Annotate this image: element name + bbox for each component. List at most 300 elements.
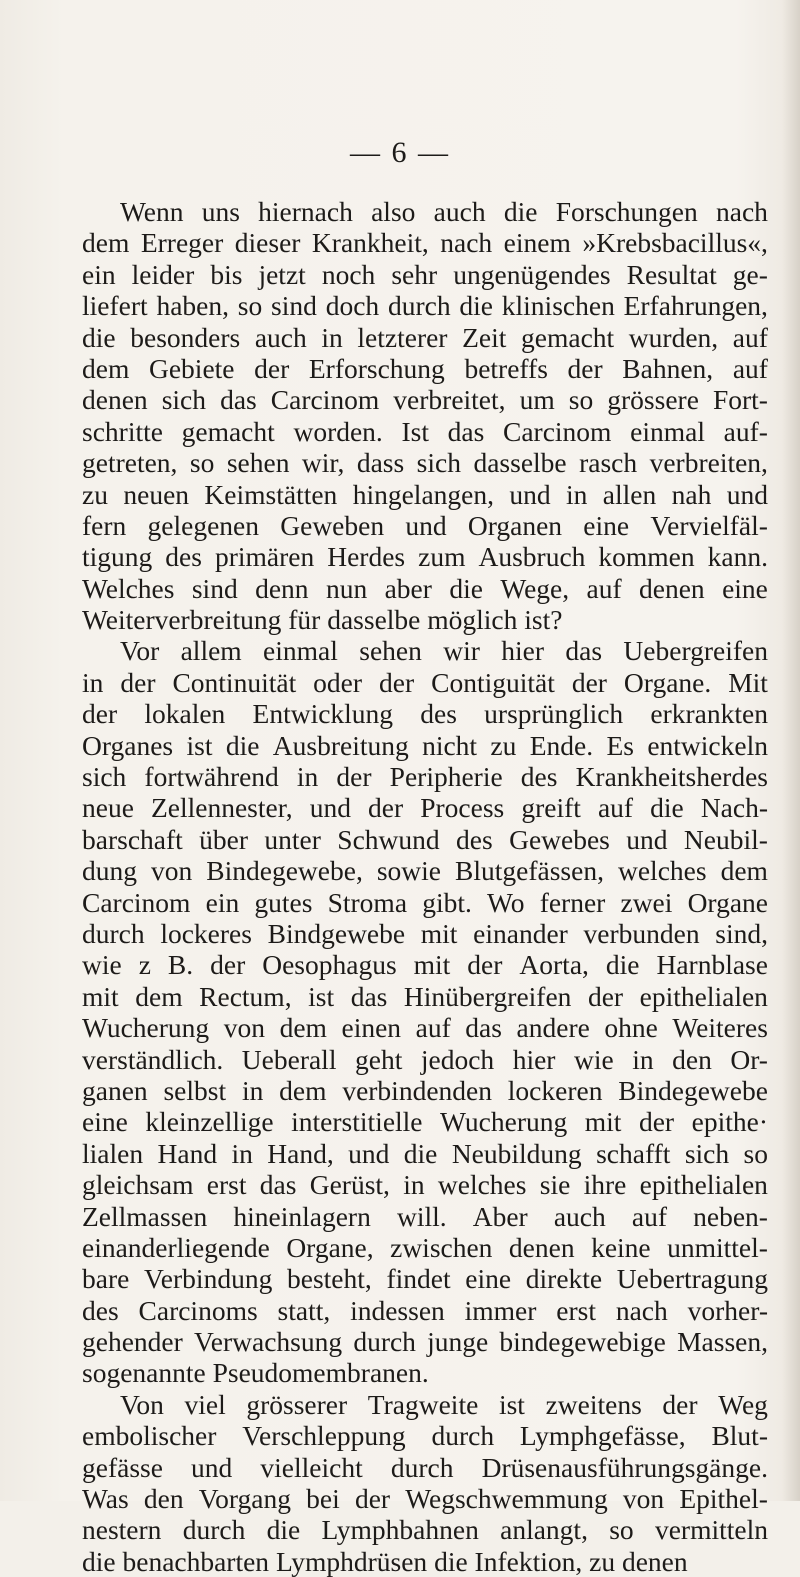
- word: in: [632, 1043, 654, 1075]
- word: Krankheit,: [311, 227, 429, 259]
- word: keine: [591, 1231, 651, 1263]
- word: Tragweite: [367, 1388, 479, 1420]
- word: Forschungen: [555, 196, 698, 227]
- word: primären: [214, 541, 315, 573]
- word: möglich: [427, 604, 525, 636]
- text-line: [82, 479, 768, 510]
- word: will.: [396, 1200, 447, 1232]
- text-line: [82, 887, 768, 918]
- text-line: [82, 416, 768, 447]
- word: Was: [82, 1483, 129, 1515]
- word: Bahnen,: [622, 352, 714, 384]
- word: liefert: [82, 290, 148, 322]
- word: einmal: [630, 415, 705, 447]
- word: Process: [420, 792, 505, 824]
- word: Ueberall: [241, 1043, 337, 1075]
- word: Bindegewebe,: [206, 855, 363, 887]
- word: sehen: [226, 447, 290, 479]
- word: für: [288, 604, 328, 636]
- word: dass: [356, 447, 405, 479]
- word: Ist: [401, 415, 429, 447]
- word: fern: [82, 509, 127, 541]
- word: sich: [416, 447, 461, 479]
- word: in: [231, 1137, 253, 1169]
- text-line: [82, 259, 768, 290]
- word: bei: [306, 1483, 340, 1515]
- word: um: [519, 384, 555, 416]
- word: barschaft: [82, 823, 183, 855]
- word: Krankheitsherdes: [575, 761, 768, 793]
- page-number: — 6 —: [350, 136, 450, 169]
- text-line: [82, 949, 768, 980]
- word: dem: [82, 227, 130, 259]
- text-line: [82, 447, 768, 478]
- word: ungenügendes: [453, 258, 611, 290]
- word: ge-: [732, 258, 768, 290]
- word: statt,: [277, 1294, 331, 1326]
- word: der: [571, 666, 607, 698]
- word: der: [567, 352, 603, 384]
- word: der: [662, 1388, 698, 1420]
- word: Lymphdrüsen: [275, 1545, 435, 1577]
- word: Verschleppung: [242, 1420, 406, 1452]
- word: eine: [722, 572, 768, 604]
- word: lockeren: [507, 1074, 603, 1106]
- word: Weg: [718, 1388, 768, 1420]
- word: Infektion,: [474, 1545, 590, 1577]
- word: Organe,: [286, 1231, 374, 1263]
- text-line: [82, 1201, 768, 1232]
- word: der: [587, 980, 624, 1012]
- word: Aorta,: [519, 949, 589, 981]
- word: Epithel-: [679, 1483, 768, 1515]
- word: haben,: [156, 290, 229, 322]
- word: Wenn: [120, 196, 184, 227]
- word: so: [568, 384, 594, 416]
- word: Von: [120, 1388, 164, 1420]
- word: greift: [521, 792, 581, 824]
- word: die: [225, 729, 260, 761]
- text-line: [82, 792, 768, 823]
- word: dasselbe: [327, 604, 428, 636]
- word: dasselbe: [473, 447, 567, 479]
- word: der: [336, 761, 372, 793]
- word: Contiguität: [431, 666, 555, 698]
- word: eine: [465, 1263, 512, 1295]
- word: über: [199, 823, 249, 855]
- word: gefässe: [82, 1451, 163, 1483]
- word: wir,: [301, 447, 345, 479]
- word: ferner: [539, 886, 606, 918]
- word: Zeit: [462, 321, 507, 353]
- word: durch: [182, 1514, 246, 1546]
- text-line: [82, 196, 768, 227]
- word: durch: [387, 290, 451, 322]
- word: Organen: [467, 509, 563, 541]
- word: einanderliegende: [82, 1231, 270, 1263]
- word: andere: [516, 1012, 590, 1044]
- word: rasch: [579, 447, 638, 479]
- word: geht: [354, 1043, 403, 1075]
- word: Continuität: [172, 666, 297, 698]
- word: leider: [131, 258, 195, 290]
- word: Uebertragung: [616, 1263, 768, 1295]
- word: hingelangen,: [352, 478, 494, 510]
- word: Aber: [472, 1200, 528, 1232]
- word: mit: [584, 1106, 622, 1138]
- word: indessen: [350, 1294, 445, 1326]
- word: Mit: [728, 666, 768, 698]
- word: worden.: [293, 415, 383, 447]
- word: auch: [433, 196, 486, 227]
- word: verbreiten,: [649, 447, 768, 479]
- text-line: [82, 1546, 768, 1577]
- word: auf: [631, 1200, 668, 1232]
- word: von: [151, 855, 193, 887]
- word: Pseudomembranen.: [212, 1357, 429, 1389]
- text-line: [82, 1514, 768, 1545]
- word: hier: [501, 635, 545, 667]
- word: sich: [82, 761, 127, 793]
- text-line: [82, 1389, 768, 1420]
- word: in: [82, 666, 104, 698]
- word: Oesophagus: [262, 949, 397, 981]
- word: erkrankten: [650, 698, 768, 730]
- word: verständlich.: [82, 1043, 224, 1075]
- word: allen: [602, 478, 657, 510]
- word: erst: [556, 1294, 596, 1326]
- word: das: [220, 384, 257, 416]
- word: ganen: [82, 1074, 148, 1106]
- text-line: [82, 1138, 768, 1169]
- text-line: [82, 981, 768, 1012]
- text-line: [82, 384, 768, 415]
- word: des: [420, 698, 457, 730]
- word: auf: [597, 792, 634, 824]
- word: Vor: [120, 635, 160, 667]
- word: junge: [427, 1326, 489, 1358]
- word: eine: [82, 1106, 128, 1138]
- word: wir: [443, 635, 480, 667]
- word: die: [459, 290, 493, 322]
- text-line: [82, 1169, 768, 1200]
- text-line: [82, 227, 768, 258]
- word: fortwährend: [144, 761, 279, 793]
- word: verbreitet,: [393, 384, 506, 416]
- word: wurden,: [628, 321, 719, 353]
- word: Es: [606, 729, 634, 761]
- word: tigung: [82, 541, 153, 573]
- word: schafft: [596, 1137, 671, 1169]
- word: sind: [191, 572, 238, 604]
- word: auf-: [723, 415, 768, 447]
- word: und: [405, 509, 447, 541]
- word: Vervielfäl-: [650, 509, 768, 541]
- word: entwickeln: [647, 729, 768, 761]
- word: lialen: [82, 1137, 144, 1169]
- word: Blutgefässen,: [455, 855, 604, 887]
- word: denen: [639, 572, 705, 604]
- word: Neubil-: [683, 823, 768, 855]
- word: Wucherung: [82, 1012, 210, 1044]
- word: Carcinom: [270, 384, 380, 416]
- word: der: [254, 352, 290, 384]
- word: anlangt,: [500, 1514, 588, 1546]
- word: schritte: [82, 415, 163, 447]
- word: unmittel-: [667, 1231, 768, 1263]
- word: Hand,: [267, 1137, 334, 1169]
- word: ein: [82, 258, 116, 290]
- word: Keimstätten: [204, 478, 338, 510]
- word: das: [447, 415, 485, 447]
- word: Geweben: [280, 509, 385, 541]
- word: nicht: [422, 729, 478, 761]
- word: unter: [264, 823, 321, 855]
- word: Carcinom: [503, 415, 612, 447]
- text-line: [82, 824, 768, 855]
- word: Ende.: [529, 729, 594, 761]
- word: mit: [420, 917, 458, 949]
- word: hier: [512, 1043, 556, 1075]
- word: Gebiete: [148, 352, 235, 384]
- word: Wegschwemmung: [405, 1483, 608, 1515]
- word: das: [565, 635, 603, 667]
- word: Gerüst,: [309, 1169, 390, 1201]
- word: Hand: [157, 1137, 218, 1169]
- word: Or-: [730, 1043, 768, 1075]
- word: Welches: [82, 572, 175, 604]
- word: vermitteln: [654, 1514, 768, 1546]
- word: sind,: [715, 917, 768, 949]
- text-line: [82, 290, 768, 321]
- text-line: [82, 730, 768, 761]
- word: zweitens: [545, 1388, 642, 1420]
- word: Weiterverbreitung: [82, 604, 289, 636]
- text-line: [82, 1044, 768, 1075]
- word: epithelialen: [639, 1169, 768, 1201]
- word: dem: [279, 1074, 327, 1106]
- word: durch: [431, 1420, 495, 1452]
- word: ist: [186, 729, 213, 761]
- word: Fort-: [712, 384, 768, 416]
- word: eine: [583, 509, 630, 541]
- word: die: [403, 1137, 438, 1169]
- word: die: [82, 1545, 123, 1577]
- word: doch: [325, 290, 380, 322]
- word: nach: [615, 1294, 668, 1326]
- word: zu: [82, 478, 108, 510]
- word: gutes: [254, 886, 313, 918]
- word: vielleicht: [260, 1451, 363, 1483]
- word: einmal: [263, 635, 338, 667]
- word: ohne: [604, 1012, 658, 1044]
- word: dieser: [234, 227, 301, 259]
- word: Schwund: [337, 823, 440, 855]
- word: der: [467, 949, 503, 981]
- text-line: [82, 1012, 768, 1043]
- word: z: [138, 949, 151, 981]
- word: in: [241, 1074, 264, 1106]
- word: aber: [384, 572, 432, 604]
- word: »Krebsbacillus«,: [582, 227, 768, 259]
- word: denn: [255, 572, 309, 604]
- text-line: [82, 1420, 768, 1451]
- word: epithe·: [691, 1106, 768, 1138]
- word: uns: [201, 196, 240, 227]
- word: des: [520, 761, 558, 793]
- word: Wo: [487, 886, 525, 918]
- word: Blut-: [711, 1420, 768, 1452]
- word: findet: [386, 1263, 451, 1295]
- word: erst: [206, 1169, 247, 1201]
- word: das: [350, 980, 388, 1012]
- word: neuen: [123, 478, 190, 510]
- text-line: [82, 918, 768, 949]
- word: Bindgewebe: [267, 917, 406, 949]
- word: von: [622, 1483, 665, 1515]
- word: von: [223, 1012, 265, 1044]
- text-line: [82, 1106, 768, 1137]
- word: des: [165, 541, 202, 573]
- word: sogenannte: [82, 1357, 213, 1389]
- word: Carcinom: [82, 886, 191, 918]
- word: embolischer: [82, 1420, 217, 1452]
- word: nach: [440, 227, 493, 259]
- word: dem: [720, 855, 768, 887]
- word: Erforschung: [308, 352, 445, 384]
- word: bindegewebige: [499, 1326, 666, 1358]
- word: Neubildung: [451, 1137, 582, 1169]
- word: durch: [390, 1451, 454, 1483]
- word: und: [309, 792, 351, 824]
- word: Organe.: [623, 666, 712, 698]
- word: auf: [732, 352, 768, 384]
- word: Massen,: [677, 1326, 768, 1358]
- word: wie: [82, 949, 122, 981]
- word: ein: [205, 886, 240, 918]
- word: viel: [184, 1388, 226, 1420]
- word: denen: [508, 1231, 575, 1263]
- word: B.: [167, 949, 194, 981]
- word: Uebergreifen: [623, 635, 768, 667]
- word: sich: [684, 1137, 730, 1169]
- word: einen: [341, 1012, 402, 1044]
- word: Vorgang: [198, 1483, 291, 1515]
- word: gemacht: [521, 321, 615, 353]
- word: kleinzellige: [145, 1106, 274, 1138]
- word: epithelialen: [639, 980, 768, 1012]
- word: und: [509, 478, 551, 510]
- word: so: [609, 1514, 634, 1546]
- word: nun: [325, 572, 368, 604]
- word: grössere: [607, 384, 699, 416]
- text-line: [82, 322, 768, 353]
- word: sehr: [391, 258, 438, 290]
- word: die: [434, 1545, 475, 1577]
- word: das: [259, 1169, 297, 1201]
- word: Ausbruch: [478, 541, 586, 573]
- word: durch: [82, 917, 145, 949]
- word: Verbindung: [144, 1263, 273, 1295]
- word: mit: [82, 980, 119, 1012]
- word: auch: [254, 321, 307, 353]
- word: zu: [490, 729, 517, 761]
- word: ist?: [524, 604, 563, 636]
- word: sich: [161, 384, 207, 416]
- word: welches: [437, 1169, 527, 1201]
- word: sie: [539, 1169, 571, 1201]
- word: besonders: [130, 321, 241, 353]
- word: Gewebes: [509, 823, 610, 855]
- text-line: [82, 541, 768, 572]
- word: denen: [82, 384, 148, 416]
- word: kann.: [707, 541, 768, 573]
- word: lokalen: [144, 698, 226, 730]
- word: immer: [464, 1294, 537, 1326]
- text-line: [82, 667, 768, 698]
- text-line: [82, 1326, 768, 1357]
- word: Lymphgefässe,: [519, 1420, 686, 1452]
- word: wie: [573, 1043, 614, 1075]
- word: selbst: [163, 1074, 227, 1106]
- word: ist: [308, 980, 335, 1012]
- word: der: [210, 949, 246, 981]
- word: Erreger: [140, 227, 224, 259]
- word: klinischen: [501, 290, 615, 322]
- word: Erfahrungen,: [623, 290, 768, 322]
- word: verbunden: [583, 917, 700, 949]
- text-line: [82, 510, 768, 541]
- word: zwischen: [390, 1231, 493, 1263]
- word: mit: [413, 949, 451, 981]
- text-line: [82, 698, 768, 729]
- word: der: [379, 666, 415, 698]
- word: in: [403, 1169, 425, 1201]
- word: hiernach: [258, 196, 353, 227]
- word: letzterer: [357, 321, 448, 353]
- word: und: [348, 1137, 390, 1169]
- word: Bindegewebe: [618, 1074, 768, 1106]
- text-line: [82, 1232, 768, 1263]
- text-line: [82, 855, 768, 886]
- word: getreten,: [82, 447, 178, 479]
- text-line: [82, 1263, 768, 1294]
- word: der: [120, 666, 156, 698]
- word: dem: [135, 980, 183, 1012]
- word: durch: [353, 1326, 416, 1358]
- word: hineinlagern: [233, 1200, 371, 1232]
- word: gibt.: [422, 886, 472, 918]
- word: des: [82, 1294, 119, 1326]
- word: die: [650, 792, 684, 824]
- word: ist: [498, 1388, 525, 1420]
- word: Ausbreitung: [272, 729, 409, 761]
- word: also: [371, 196, 416, 227]
- word: Wege,: [500, 572, 570, 604]
- word: Harnblase: [656, 949, 768, 981]
- word: so: [237, 290, 263, 322]
- word: Organe: [687, 886, 768, 918]
- word: Drüsenausführungsgänge.: [481, 1451, 768, 1483]
- word: der: [354, 1483, 391, 1515]
- word: sowie: [376, 855, 442, 887]
- word: Organes: [82, 729, 174, 761]
- word: in: [296, 761, 319, 793]
- word: das: [465, 1012, 502, 1044]
- word: einander: [473, 917, 568, 949]
- word: jedoch: [420, 1043, 495, 1075]
- word: Rectum,: [199, 980, 292, 1012]
